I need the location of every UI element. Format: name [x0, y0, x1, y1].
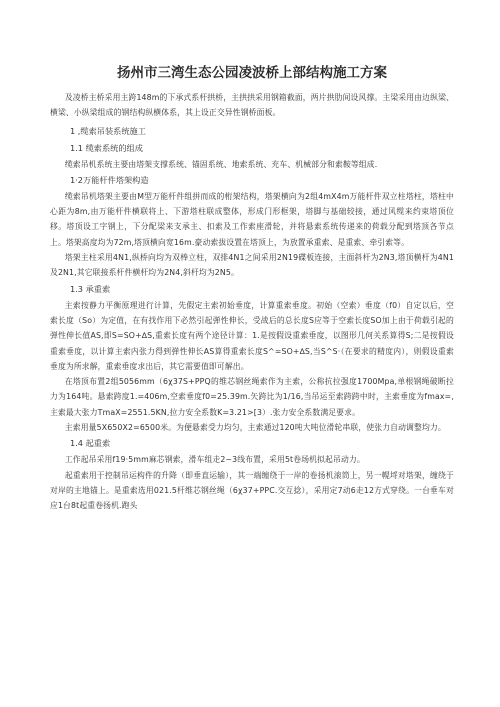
paragraph-tower-structure: 缆索吊机塔架主要由M型万能杆件组拼而成的桁架结构，塔架横向为2组4mX4m万能杆件双立柱塔柱，塔柱中心距为8m,由万能杆件横联将上、下游塔柱联成整体，形成门形框架，塔脚与基础较接，通过风缆来约束塔顶位移。塔顶设工字钢上，下分配梁来支承主、扣索及工作索座滑轮，并将悬索系统传递来的荷载分配到塔顶各节点上。塔架高度均为72m,塔顶横向宽16m.豪动索拔设置在塔顶上，为放置承重索、是重索、牵引索等。	[50, 191, 454, 247]
document-title: 扬州市三湾生态公园凌波桥上部结构施工方案	[117, 65, 387, 81]
paragraph-cable-system: 缆索吊机系统主要由塔架支撑系统、锚固系统、地索系统、充车、机械部分和索鞍等组成.	[64, 159, 378, 169]
paragraph-intro: 及凌桥主桥采用主跨148m的下承式系杆拱桥，主拱拱采用钢箱截面，两片拱肋间设风撑。主梁采用由边纵梁、横梁、小纵梁组成的钢结构纵横体系，其上设正交异性钢桥面板。	[50, 93, 454, 118]
paragraph-main-cable-spec: 在塔顶布置2组5056mm（6χ37S+PPQ的维芯钢丝绳索作为主索，公称抗拉强度1700Mpa,单根钢绳破断拉力为164吨。悬索跨度1.=406m,空索垂度f0=25.39m.矢跨比为1/16,当吊运至索跨跨中时，主索垂度为fmax=,主索最大张力TmaX=2551.5KN,拉力安全系数K=3.21>[3）.张力安全系数满足要求。	[50, 377, 454, 417]
heading-section-1-2: 1·2万能杆件塔架构造	[70, 174, 149, 185]
paragraph-main-cable-usage: 主索用量5X650X2=6500米。为便悬索受力均匀，主索通过120吨大吨位滑轮串联，使张力自动调整均力。	[64, 423, 446, 433]
paragraph-tower-members: 塔架主柱采用4N1,纵桥向均为双棒立柱，双排4N1之间采用2N19碟板连接，主面斜杆为2N3,塔顶横杆为4N1及2N1,其它联接系杆件横杆均为2N4,斜杆均为2N5。	[50, 253, 454, 278]
heading-section-1-4: 1.4 起重索	[70, 438, 111, 449]
paragraph-hoisting-cable: 起重索用于控制吊运构件的升降（即垂直运输），其一端缠绕于一岸的卷扬机滚筒上，另一幌埒对塔架，缠绕于对岸的主地锚上。是重索选用021.5杆维芯钢丝绳（6χ37+PPC.交互捻），采用定7动6走12方式穿绕。一台垂车对应1台8t起重卷扬机.跑头	[50, 470, 454, 511]
paragraph-lifting-rope: 工作起吊采用f19·5mm麻芯钢索，滑车组走2~3线布置，采用5t卷场机拟起吊动力。	[64, 455, 365, 465]
heading-section-1-1: 1.1 缆索系统的组成	[70, 142, 143, 153]
paragraph-main-cable-calc: 主索按静力平衡原理进行计算，先假定主索初始垂度，计算重索垂度。初始（空索）垂度（f0）自定以后，空索长度（So）为定值，在有找作用下必然引起弹性伸长，受战后的总长度S应等于空索长度SO加上由于荷载引起的弹性伸长值AS,即S=SO+∆S,重索长度有两个途径计算：1.是按假设重索垂度，以图形几何关系算得S;二是按假设重索垂度，以计算主索内张力得到弹性伸长AS算得重索长度S^=SO+∆S,当S^S·（在要求的精度内），则假设重索垂度为所求解，重索垂度求出后，其它需要值即可解出。	[50, 300, 454, 371]
heading-section-1: 1 ,缆索吊装系统施工	[70, 125, 146, 136]
heading-section-1-3: 1.3 承重索	[70, 283, 111, 294]
